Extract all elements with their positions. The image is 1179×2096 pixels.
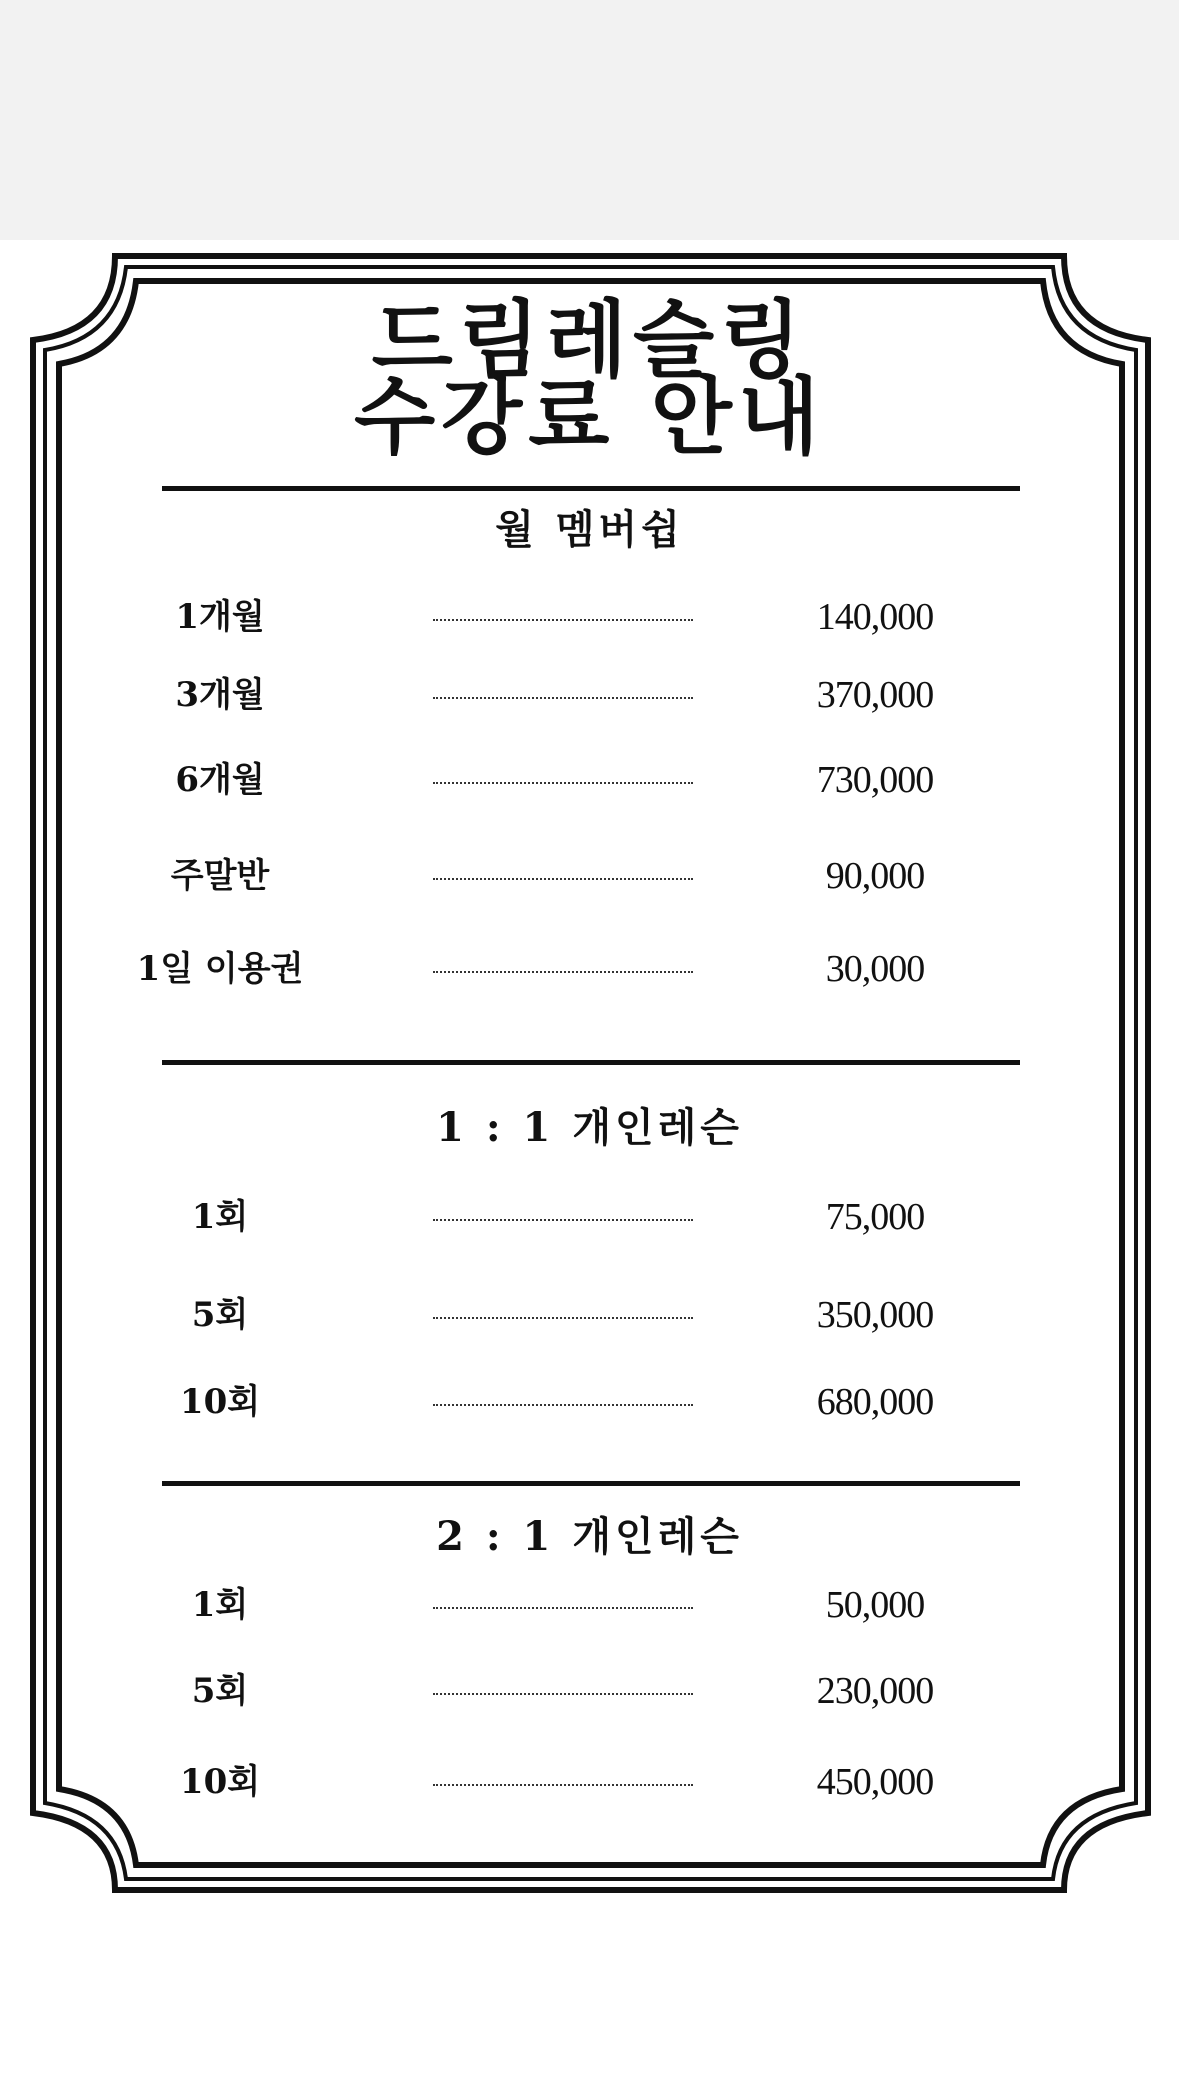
section-divider [162, 1060, 1020, 1065]
price-row-value: 230,000 [816, 1670, 934, 1712]
price-row-label: 10회 [179, 1762, 261, 1802]
dotted-leader [433, 1693, 693, 1695]
page-title-line-2: 수강료 안내 [354, 367, 825, 466]
section-heading-private-1on1: 1 : 1 개인레슨 [436, 1104, 743, 1151]
price-row-label: 주말반 [170, 856, 270, 896]
price-row-label: 3개월 [175, 675, 265, 715]
price-row-value: 350,000 [816, 1294, 934, 1336]
price-row-label: 1회 [191, 1197, 249, 1237]
price-row-value: 730,000 [816, 759, 934, 801]
price-row-label: 5회 [191, 1295, 249, 1335]
price-row-label: 6개월 [175, 760, 265, 800]
price-row [0, 670, 1179, 720]
price-row [0, 944, 1179, 994]
dotted-leader [433, 878, 693, 880]
dotted-leader [433, 697, 693, 699]
dotted-leader [433, 782, 693, 784]
dotted-leader [433, 1784, 693, 1786]
price-row-label: 5회 [191, 1671, 249, 1711]
price-row-value: 30,000 [825, 948, 925, 990]
price-row-value: 370,000 [816, 674, 934, 716]
price-row-label: 1회 [191, 1585, 249, 1625]
price-row-label: 1일 이용권 [136, 949, 304, 989]
price-row [0, 755, 1179, 805]
section-divider [162, 1481, 1020, 1486]
page-title-line-1: 드림레슬링 [371, 290, 808, 389]
dotted-leader [433, 1317, 693, 1319]
price-row-value: 75,000 [825, 1196, 925, 1238]
price-row [0, 1290, 1179, 1340]
price-row-value: 680,000 [816, 1381, 934, 1423]
price-row-label: 10회 [179, 1382, 261, 1422]
dotted-leader [433, 619, 693, 621]
price-row-value: 450,000 [816, 1761, 934, 1803]
price-row [0, 1580, 1179, 1630]
section-divider [162, 486, 1020, 491]
section-heading-private-2on1: 2 : 1 개인레슨 [436, 1513, 743, 1560]
price-row-value: 140,000 [816, 596, 934, 638]
price-row [0, 1192, 1179, 1242]
price-row [0, 592, 1179, 642]
price-row-value: 50,000 [825, 1584, 925, 1626]
dotted-leader [433, 1607, 693, 1609]
price-row-label: 1개월 [175, 597, 265, 637]
dotted-leader [433, 1404, 693, 1406]
dotted-leader [433, 1219, 693, 1221]
price-row [0, 1666, 1179, 1716]
price-row [0, 1757, 1179, 1807]
price-row [0, 851, 1179, 901]
section-heading-membership: 월 멤버쉽 [495, 506, 684, 553]
dotted-leader [433, 971, 693, 973]
price-row-value: 90,000 [825, 855, 925, 897]
price-row [0, 1377, 1179, 1427]
